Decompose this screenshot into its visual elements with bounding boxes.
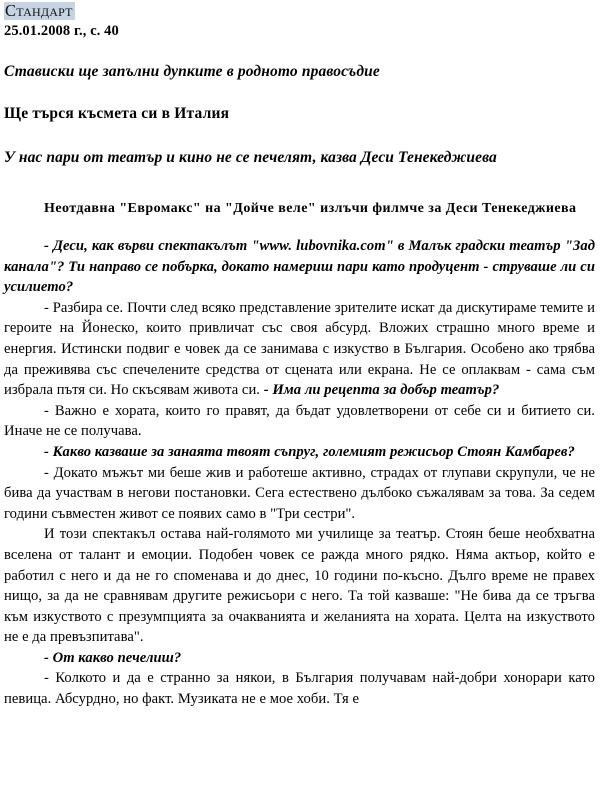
lead-paragraph: Неотдавна "Евромакс" на "Дойче веле" излъчи филмче за Деси Тенекеджиева: [44, 201, 577, 216]
inline-interview-question: - Има ли рецепта за добър театър?: [260, 382, 500, 399]
interview-answer: - Колкото и да е странно за някои, в България получавам най-добри хонорари като певица. Абсурдно, но факт. Музиката не е мое хоби. Тя е: [4, 670, 595, 708]
page-title: Ще търся късмета си в Италия: [4, 105, 230, 122]
source-publication-name: Стандарт: [5, 1, 73, 20]
interview-answer: И този спектакъл остава най-голямото ми училище за театър. Стоян беше необхватна вселена от талант и емоции. Подобен човек се ражда много рядко. Няма актьор, който е работил с него и да не го споменава и до днес, 10 години по-късно. Дълго време не правех нищо, за да не сравнявам другите режисьори с него. Та той казваше: "Не бива да се тръгва към изкуството с презумпцията за очакванията и желанията на хората. Целта на изкуството не е да превъзпитава".: [4, 526, 595, 646]
interview-answer: [4, 298, 595, 401]
article-body: [4, 236, 595, 710]
interview-answer: - Важно е хората, които го правят, да бъдат удовлетворени от себе си и битието си. Иначе не се получава.: [4, 402, 595, 440]
answer-text: - Разбира се. Почти след всяко представление зрителите искат да дискутираме темите и героите на Йонеско, които привличат със своя абсурд. Вложих страшно много време и енергия. Истински подвиг е човек да се занимава с изкуство в България. Особено ако трябва да преживява със спечелените средства от сцената или екрана. Не се оплаквам - сама съм избрала пътя си. Но скъсявам живота си.: [4, 299, 595, 399]
masthead: [4, 2, 595, 40]
interview-answer: - Докато мъжът ми беше жив и работеше активно, страдах от глупави скрупули, че не бива да участвам в негови постановки. Сега естествено дълбоко съжалявам за това. За седем години съвместен живот се появих само в "Три сестри".: [4, 464, 595, 522]
issue-date-and-page: 25.01.2008 г., с. 40: [4, 23, 119, 39]
interview-question: - Деси, как върви спектакълът "www. lubovnika.com" в Малък градски театър "Зад канала"? Ти направо се побърка, докато намериш пари като продуцент - струваше ли си усилието?: [4, 238, 595, 296]
interview-question: - Какво казваше за занаята твоят съпруг, големият режисьор Стоян Камбарев?: [44, 443, 575, 460]
interview-question: - От какво печелиш?: [44, 649, 182, 666]
kicker-headline: Стависки ще запълни дупките в родното правосъдие: [4, 63, 380, 80]
subheadline: У нас пари от театър и кино не се печелят, казва Деси Тенекеджиева: [4, 149, 497, 166]
